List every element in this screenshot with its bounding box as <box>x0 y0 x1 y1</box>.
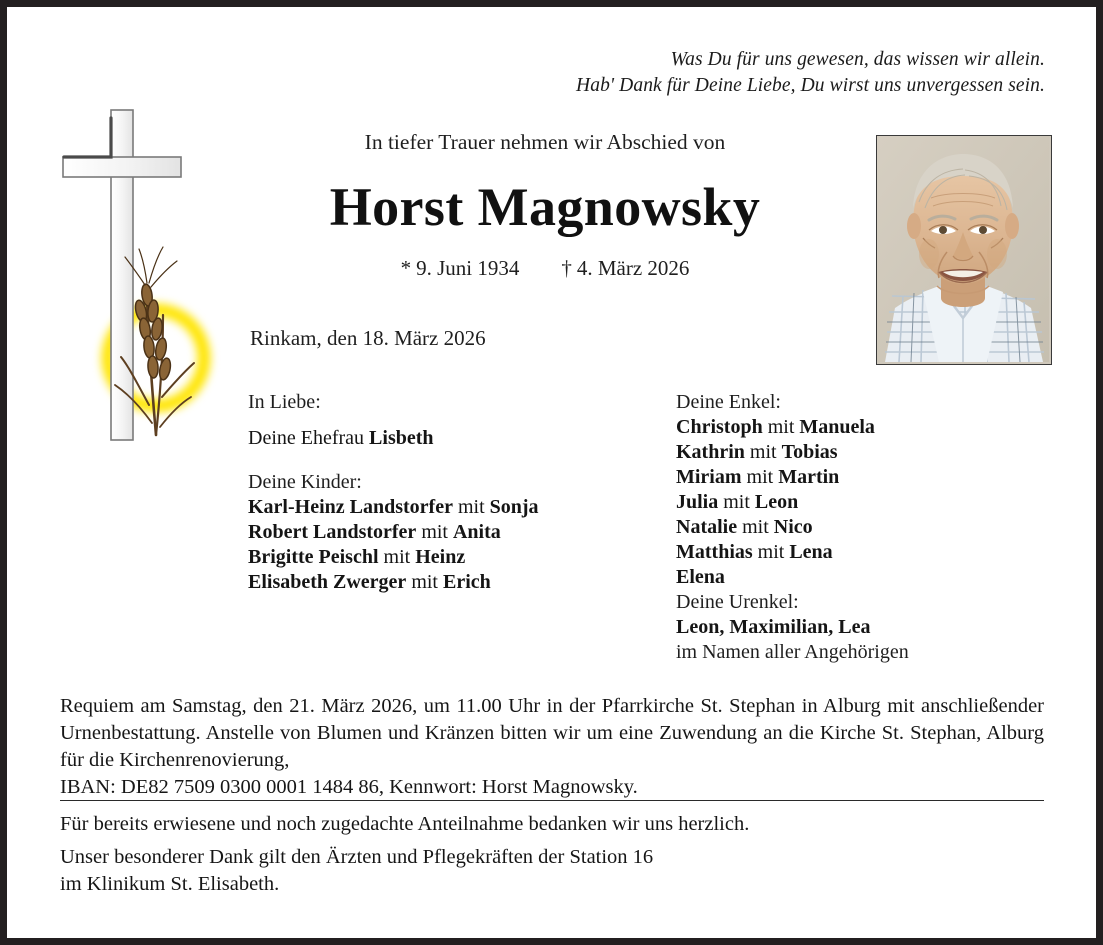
intro-line: In tiefer Trauer nehmen wir Abschied von <box>364 130 726 154</box>
grandchild-row <box>676 490 1076 515</box>
life-dates <box>235 255 855 281</box>
donation-iban-line: IBAN: DE82 7509 0300 0001 1484 86, Kennwort: Horst Magnowsky. <box>60 776 638 798</box>
grandchild-name: Elena <box>676 566 725 588</box>
conjunction: mit <box>757 541 785 563</box>
requiem-text: Requiem am Samstag, den 21. März 2026, um 11.00 Uhr in der Pfarrkirche St. Stephan in Alburg mit anschließender Urnenbestattung. Anstelle von Blumen und Kränzen bitten wir um eine Zuwendung an die Kirche St. Stephan, Alburg für die Kirchenrenovierung, <box>60 695 1044 771</box>
child-row <box>248 570 658 595</box>
spouse-name: Lisbeth <box>369 427 434 449</box>
conjunction: mit <box>723 491 750 513</box>
conjunction: mit <box>421 521 448 543</box>
notice-inner <box>7 7 1096 938</box>
conjunction: mit <box>457 496 485 518</box>
requiem-paragraph <box>60 693 1044 801</box>
birth-date-group <box>401 256 520 280</box>
child-row <box>248 520 658 545</box>
grandchild-name: Miriam <box>676 466 742 488</box>
thanks-general: Für bereits erwiesene und noch zugedachte Anteilnahme bedanken wir uns herzlich. <box>60 813 750 835</box>
conjunction: mit <box>749 441 777 463</box>
wheat-ears <box>133 283 172 380</box>
conjunction: mit <box>746 466 774 488</box>
conjunction: mit <box>411 571 438 593</box>
cross-with-wheat-icon <box>59 105 249 455</box>
grandchild-partner: Lena <box>789 541 833 563</box>
conjunction: mit <box>767 416 795 438</box>
child-name: Elisabeth Zwerger <box>248 571 407 593</box>
child-name: Karl-Heinz Landstorfer <box>248 496 453 518</box>
death-date: 4. März 2026 <box>576 256 690 280</box>
conjunction: mit <box>742 516 769 538</box>
spouse-row <box>248 426 658 451</box>
on-behalf-note: im Namen aller Angehörigen <box>676 641 909 663</box>
death-symbol: † <box>561 256 572 280</box>
child-partner: Erich <box>442 571 491 593</box>
grandchild-row <box>676 465 1076 490</box>
grandchild-row <box>676 515 1076 540</box>
grandchild-partner: Manuela <box>799 416 875 438</box>
grandchild-partner: Nico <box>773 516 813 538</box>
child-name: Brigitte Peischl <box>248 546 379 568</box>
epigraph <box>7 47 1045 99</box>
child-name: Robert Landstorfer <box>248 521 417 543</box>
grandchild-partner: Martin <box>778 466 840 488</box>
family-column-left <box>248 390 658 595</box>
family-column-right <box>676 390 1076 665</box>
great-grandchildren-names: Leon, Maximilian, Lea <box>676 616 871 638</box>
place-and-date: Rinkam, den 18. März 2026 <box>250 326 486 350</box>
grandchild-row <box>676 540 1076 565</box>
grandchild-row <box>676 565 1076 590</box>
epigraph-line-1: Was Du für uns gewesen, das wissen wir allein. <box>670 49 1045 70</box>
grandchild-name: Kathrin <box>676 441 745 463</box>
birth-date: 9. Juni 1934 <box>416 256 520 280</box>
spouse-prefix: Deine Ehefrau <box>248 427 365 449</box>
great-grandchildren-row <box>676 615 1076 640</box>
grandchild-partner: Tobias <box>781 441 838 463</box>
portrait-photo <box>876 135 1052 365</box>
child-partner: Heinz <box>415 546 466 568</box>
child-partner: Sonja <box>489 496 539 518</box>
deceased-name: Horst Magnowsky <box>329 177 761 237</box>
grandchild-row <box>676 440 1076 465</box>
great-grandchildren-label: Deine Urenkel: <box>676 591 799 613</box>
header-block <box>235 129 855 281</box>
section-divider <box>60 800 1044 801</box>
thanks-staff <box>60 844 1044 898</box>
grandchildren-label: Deine Enkel: <box>676 391 781 413</box>
grandchild-row <box>676 415 1076 440</box>
grandchild-partner: Leon <box>754 491 799 513</box>
child-row <box>248 545 658 570</box>
conjunction: mit <box>383 546 411 568</box>
children-label: Deine Kinder: <box>248 471 362 493</box>
grandchild-name: Matthias <box>676 541 753 563</box>
child-row <box>248 495 658 520</box>
grandchild-name: Natalie <box>676 516 738 538</box>
grandchild-name: Christoph <box>676 416 763 438</box>
birth-symbol: * <box>400 256 412 280</box>
child-partner: Anita <box>452 521 501 543</box>
thanks-staff-line-2: im Klinikum St. Elisabeth. <box>60 873 280 895</box>
epigraph-line-2: Hab' Dank für Deine Liebe, Du wirst uns unvergessen sein. <box>576 75 1045 96</box>
grandchild-name: Julia <box>676 491 719 513</box>
in-love-label: In Liebe: <box>248 391 321 413</box>
thanks-staff-line-1: Unser besonderer Dank gilt den Ärzten und Pflegekräften der Station 16 <box>60 846 654 868</box>
death-date-group <box>561 256 689 280</box>
